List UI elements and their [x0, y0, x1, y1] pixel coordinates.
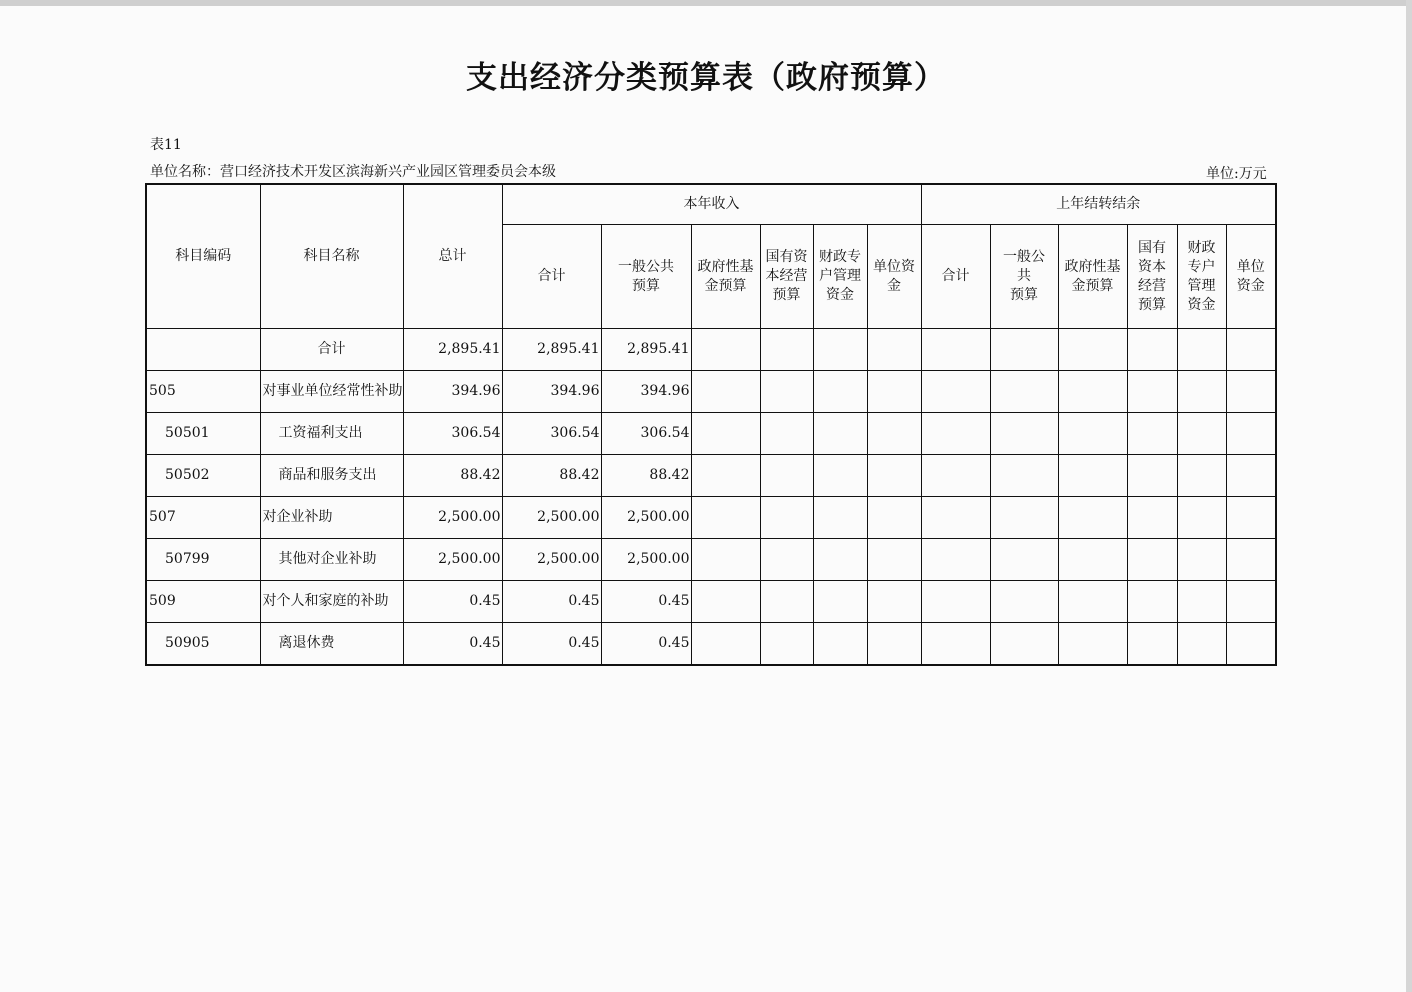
cell-empty	[1226, 413, 1276, 455]
cell-empty	[691, 329, 760, 371]
cell-empty	[691, 539, 760, 581]
header-row-1	[146, 184, 1276, 225]
cell-empty	[1058, 329, 1127, 371]
table-row	[146, 413, 1276, 455]
cell-empty	[1226, 329, 1276, 371]
cell-empty	[921, 413, 990, 455]
cell-empty	[867, 455, 921, 497]
cell-empty	[760, 413, 813, 455]
cell-current-general: 2,500.00	[601, 497, 691, 539]
table-row	[146, 497, 1276, 539]
cell-name: 离退休费	[260, 623, 403, 666]
cell-empty	[1058, 497, 1127, 539]
table-row	[146, 581, 1276, 623]
header-name: 科目名称	[260, 184, 403, 329]
cell-empty	[867, 539, 921, 581]
cell-empty	[691, 371, 760, 413]
cell-empty	[760, 539, 813, 581]
budget-table	[145, 183, 1277, 666]
cell-empty	[813, 455, 867, 497]
header-carryover-col-3: 国有 资本 经营 预算	[1127, 225, 1177, 329]
cell-empty	[1226, 371, 1276, 413]
cell-empty	[1226, 623, 1276, 666]
cell-current-general: 0.45	[601, 623, 691, 666]
header-current-col-0: 合计	[502, 225, 601, 329]
cell-empty	[813, 581, 867, 623]
cell-total: 0.45	[403, 581, 502, 623]
cell-empty	[760, 581, 813, 623]
cell-empty	[1127, 581, 1177, 623]
header-current-col-2: 政府性基 金预算	[691, 225, 760, 329]
cell-empty	[813, 371, 867, 413]
cell-empty	[1127, 539, 1177, 581]
unit-name: 单位名称：营口经济技术开发区滨海新兴产业园区管理委员会本级	[150, 164, 556, 180]
cell-empty	[760, 329, 813, 371]
scan-edge-top	[0, 0, 1412, 6]
cell-empty	[867, 413, 921, 455]
header-current-col-5: 单位资 金	[867, 225, 921, 329]
cell-empty	[921, 497, 990, 539]
cell-empty	[1177, 581, 1226, 623]
cell-empty	[1226, 539, 1276, 581]
cell-empty	[691, 455, 760, 497]
cell-code: 50501	[146, 413, 260, 455]
cell-empty	[921, 329, 990, 371]
header-carryover-col-5: 单位 资金	[1226, 225, 1276, 329]
cell-name: 商品和服务支出	[260, 455, 403, 497]
table-number: 表11	[150, 137, 182, 153]
header-total: 总计	[403, 184, 502, 329]
cell-total: 394.96	[403, 371, 502, 413]
cell-empty	[921, 623, 990, 666]
table-row	[146, 329, 1276, 371]
cell-empty	[1177, 413, 1226, 455]
cell-current-general: 306.54	[601, 413, 691, 455]
cell-empty	[1058, 539, 1127, 581]
cell-empty	[867, 623, 921, 666]
cell-empty	[1177, 539, 1226, 581]
cell-empty	[990, 539, 1058, 581]
cell-code: 50905	[146, 623, 260, 666]
cell-empty	[921, 581, 990, 623]
header-carryover-col-2: 政府性基 金预算	[1058, 225, 1127, 329]
cell-empty	[691, 497, 760, 539]
cell-empty	[1058, 623, 1127, 666]
cell-total: 2,500.00	[403, 497, 502, 539]
cell-name: 对个人和家庭的补助	[260, 581, 403, 623]
cell-empty	[867, 371, 921, 413]
cell-code: 50502	[146, 455, 260, 497]
cell-empty	[990, 497, 1058, 539]
cell-code: 505	[146, 371, 260, 413]
cell-empty	[760, 623, 813, 666]
cell-empty	[1058, 371, 1127, 413]
header-current-year: 本年收入	[502, 184, 921, 225]
page-title: 支出经济分类预算表（政府预算）	[466, 60, 946, 96]
cell-name: 对事业单位经常性补助	[260, 371, 403, 413]
cell-name: 工资福利支出	[260, 413, 403, 455]
cell-empty	[867, 497, 921, 539]
cell-current-general: 88.42	[601, 455, 691, 497]
cell-empty	[921, 455, 990, 497]
cell-empty	[1058, 581, 1127, 623]
cell-current-sum: 306.54	[502, 413, 601, 455]
cell-empty	[1127, 497, 1177, 539]
cell-empty	[867, 581, 921, 623]
header-carryover-col-4: 财政 专户 管理 资金	[1177, 225, 1226, 329]
cell-current-sum: 2,500.00	[502, 539, 601, 581]
cell-empty	[990, 455, 1058, 497]
currency-unit: 单位:万元	[1206, 166, 1267, 182]
cell-empty	[1127, 413, 1177, 455]
cell-empty	[691, 623, 760, 666]
cell-empty	[760, 371, 813, 413]
cell-total: 2,895.41	[403, 329, 502, 371]
cell-empty	[813, 497, 867, 539]
header-carryover-col-0: 合计	[921, 225, 990, 329]
cell-empty	[990, 413, 1058, 455]
cell-name: 对企业补助	[260, 497, 403, 539]
cell-current-sum: 0.45	[502, 623, 601, 666]
table-row	[146, 539, 1276, 581]
cell-current-sum: 2,500.00	[502, 497, 601, 539]
cell-empty	[1127, 455, 1177, 497]
cell-total: 88.42	[403, 455, 502, 497]
cell-empty	[813, 329, 867, 371]
cell-empty	[813, 413, 867, 455]
cell-empty	[990, 371, 1058, 413]
cell-empty	[1177, 371, 1226, 413]
cell-empty	[921, 371, 990, 413]
header-current-col-4: 财政专 户管理 资金	[813, 225, 867, 329]
cell-code	[146, 329, 260, 371]
cell-empty	[867, 329, 921, 371]
cell-current-sum: 394.96	[502, 371, 601, 413]
cell-empty	[1177, 329, 1226, 371]
cell-current-general: 394.96	[601, 371, 691, 413]
cell-total: 306.54	[403, 413, 502, 455]
cell-empty	[1177, 497, 1226, 539]
cell-empty	[990, 329, 1058, 371]
cell-empty	[990, 623, 1058, 666]
cell-current-general: 2,895.41	[601, 329, 691, 371]
cell-current-general: 0.45	[601, 581, 691, 623]
header-current-col-3: 国有资 本经营 预算	[760, 225, 813, 329]
cell-empty	[1058, 413, 1127, 455]
header-carryover-col-1: 一般公 共 预算	[990, 225, 1058, 329]
cell-empty	[990, 581, 1058, 623]
cell-code: 507	[146, 497, 260, 539]
cell-total: 2,500.00	[403, 539, 502, 581]
cell-current-general: 2,500.00	[601, 539, 691, 581]
cell-empty	[1226, 497, 1276, 539]
table-row	[146, 455, 1276, 497]
cell-empty	[760, 497, 813, 539]
cell-current-sum: 0.45	[502, 581, 601, 623]
cell-empty	[1226, 455, 1276, 497]
cell-total: 0.45	[403, 623, 502, 666]
table-row	[146, 623, 1276, 666]
cell-empty	[1127, 371, 1177, 413]
cell-empty	[921, 539, 990, 581]
cell-name: 其他对企业补助	[260, 539, 403, 581]
scan-edge-right	[1406, 0, 1412, 992]
cell-current-sum: 2,895.41	[502, 329, 601, 371]
header-code: 科目编码	[146, 184, 260, 329]
cell-code: 50799	[146, 539, 260, 581]
cell-empty	[691, 581, 760, 623]
cell-empty	[1177, 623, 1226, 666]
cell-empty	[1177, 455, 1226, 497]
header-carryover: 上年结转结余	[921, 184, 1276, 225]
cell-code: 509	[146, 581, 260, 623]
cell-empty	[813, 539, 867, 581]
cell-empty	[1226, 581, 1276, 623]
table-row	[146, 371, 1276, 413]
cell-empty	[1127, 329, 1177, 371]
cell-empty	[813, 623, 867, 666]
cell-empty	[1058, 455, 1127, 497]
cell-empty	[1127, 623, 1177, 666]
cell-empty	[691, 413, 760, 455]
cell-empty	[760, 455, 813, 497]
cell-current-sum: 88.42	[502, 455, 601, 497]
cell-name: 合计	[260, 329, 403, 371]
header-current-col-1: 一般公共 预算	[601, 225, 691, 329]
